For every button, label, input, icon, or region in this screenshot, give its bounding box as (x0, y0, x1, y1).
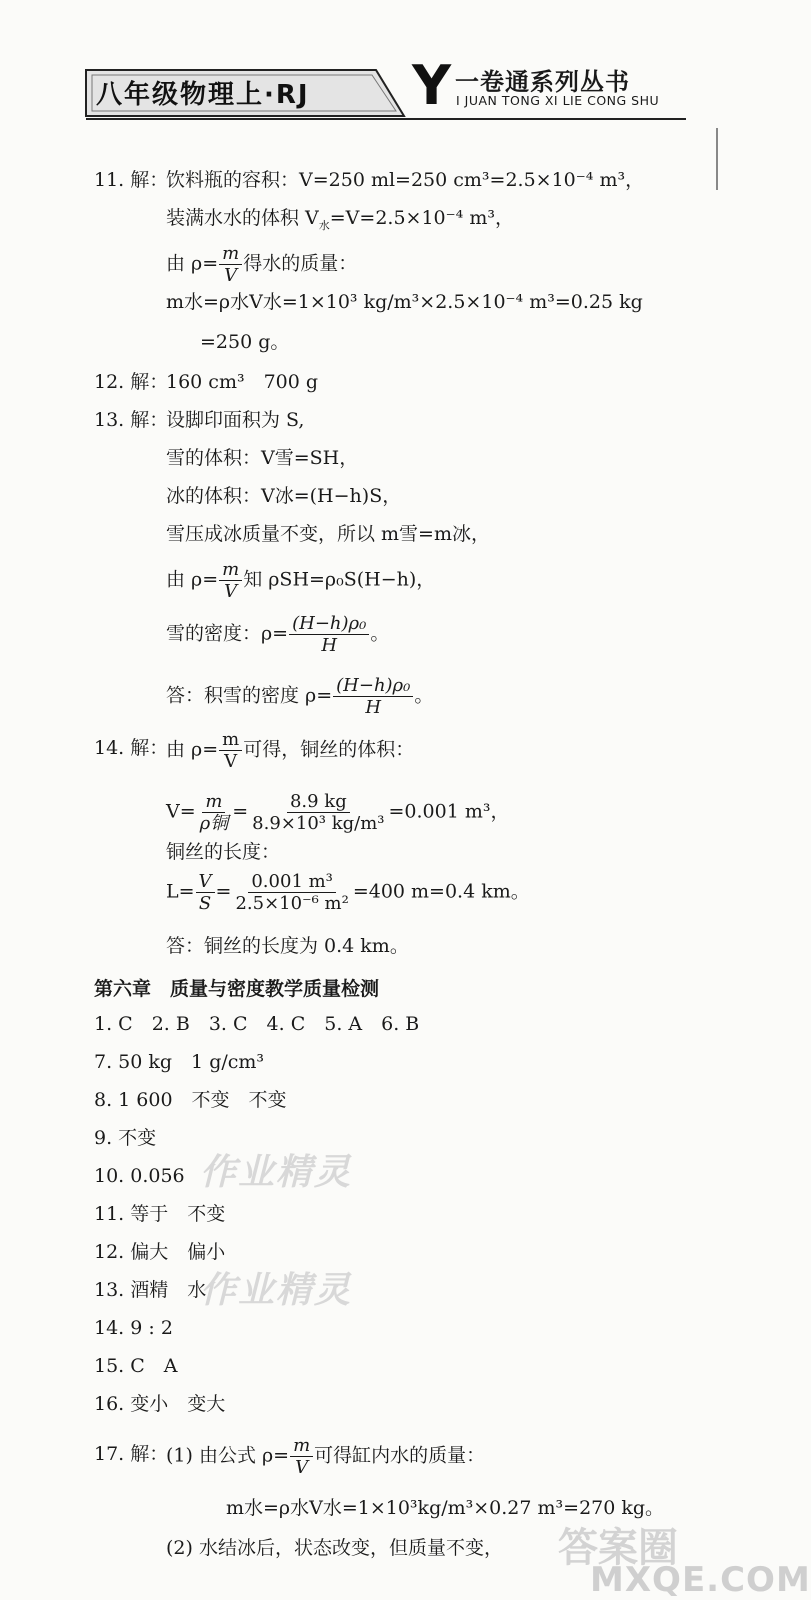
watermark: 作业精灵 (200, 1270, 353, 1311)
q17-line3: (2) 水结冰后，状态改变，但质量不变， (166, 1537, 503, 1559)
q12-lead: 12. 解： (94, 371, 169, 393)
answer-line: 16. 变小 变大 (94, 1393, 226, 1415)
answer-line: 11. 等于 不变 (94, 1203, 226, 1225)
q13-line5: 由 ρ= $\frac{m}{V}$ 知 ρSH=ρ₀S(H−h)， (166, 559, 436, 602)
corner-watermark-url: MXQE.COM (590, 1560, 811, 1600)
series-pinyin: I JUAN TONG XI LIE CONG SHU (456, 93, 660, 108)
q14-line4: L= $\frac{V}{S}$ = $\frac{\text{0.001 m³}}{\text{2.5×10⁻⁶ m²}}$ =400 m=0.4 km。 (166, 871, 530, 914)
fraction: $\frac{m}{V}$ (290, 1436, 313, 1477)
answer-line: 8. 1 600 不变 不变 (94, 1089, 287, 1111)
q17-line2: m水=ρ水V水=1×10³kg/m³×0.27 m³=270 kg。 (226, 1497, 665, 1519)
q13-lead: 13. 解： (94, 409, 169, 431)
q11-line5: =250 g。 (200, 331, 290, 353)
fraction: $\frac{V}{S}$ (196, 872, 215, 913)
q11-line1: 饮料瓶的容积：V=250 ml=250 cm³=2.5×10⁻⁴ m³， (166, 169, 645, 191)
answer-line: 7. 50 kg 1 g/cm³ (94, 1051, 265, 1073)
q14-line3: 铜丝的长度： (166, 841, 281, 863)
q11-line2: 装满水水的体积 $V_水=V=2.5\times 10^{-4}$ m³， (166, 207, 514, 232)
q13-line3: 冰的体积：V冰=(H−h)S， (166, 485, 402, 507)
q13-line2: 雪的体积：V雪=SH， (166, 447, 359, 469)
q12-answer: 160 cm³ 700 g (166, 371, 319, 393)
fraction: $\frac{m}{V}$ (219, 730, 242, 771)
corner-watermark-logo: 答案圈 (558, 1525, 678, 1571)
answer-line: 1. C 2. B 3. C 4. C 5. A 6. B (94, 1013, 420, 1035)
book-title: 八年级物理上·RJ (96, 80, 310, 110)
q13-line4: 雪压成冰质量不变，所以 m雪=m冰， (166, 523, 490, 545)
q13-line7: 答：积雪的密度 ρ= $\frac{\text{(H−h)ρ₀}}{H}$ 。 (166, 675, 434, 718)
q17-lead: 17. 解： (94, 1443, 169, 1465)
q14-line5: 答：铜丝的长度为 0.4 km。 (166, 935, 409, 957)
watermark: 作业精灵 (200, 1152, 353, 1193)
answer-line: 9. 不变 (94, 1127, 157, 1149)
chapter-title: 第六章 质量与密度教学质量检测 (94, 978, 380, 1000)
margin-mark (716, 128, 718, 190)
fraction: $\frac{8.9 kg}{\text{8.9×10³ kg/m³}}$ (252, 791, 385, 834)
fraction: $\frac{\text{(H−h)ρ₀}}{H}$ (289, 614, 369, 655)
fraction: $\frac{\text{0.001 m³}}{\text{2.5×10⁻⁶ m²}}$ (235, 871, 349, 914)
answer-line: 14. 9 : 2 (94, 1317, 173, 1339)
fraction: $\frac{m}{\text{ρ铜}}$ (199, 791, 229, 834)
fraction: $\frac{\text{(H−h)ρ₀}}{H}$ (333, 676, 413, 717)
answer-line: 13. 酒精 水 (94, 1279, 207, 1301)
q11-line3: 由 ρ= $\frac{m}{V}$ 得水的质量： (166, 243, 358, 286)
q14-line2: V= $\frac{m}{\text{ρ铜}}$ = $\frac{8.9 kg}{\text{8.9×10³ kg/m³}}$ =0.001 m³， (166, 791, 510, 834)
q14-lead: 14. 解： (94, 737, 169, 759)
q11-line4: m水=ρ水V水=1×10³ kg/m³×2.5×10⁻⁴ m³=0.25 kg (166, 291, 643, 313)
series-logo: Y (412, 54, 452, 117)
q13-line6: 雪的密度：ρ= $\frac{\text{(H−h)ρ₀}}{H}$ 。 (166, 613, 390, 656)
q17-line1: (1) 由公式 ρ= $\frac{m}{V}$ 可得缸内水的质量： (166, 1435, 486, 1478)
q11-lead: 11. 解： (94, 169, 169, 191)
q14-line1: 由 ρ= $\frac{m}{V}$ 可得，铜丝的体积： (166, 729, 415, 772)
fraction: $\frac{m}{V}$ (219, 560, 242, 601)
header-rule (86, 118, 686, 120)
answer-line: 10. 0.056 (94, 1165, 185, 1187)
answer-line: 12. 偏大 偏小 (94, 1241, 226, 1263)
answer-line: 15. C A (94, 1355, 178, 1377)
series-name: 一卷通系列丛书 (455, 68, 630, 96)
q13-line1: 设脚印面积为 S, (166, 409, 305, 431)
fraction: $\frac{m}{V}$ (219, 244, 242, 285)
